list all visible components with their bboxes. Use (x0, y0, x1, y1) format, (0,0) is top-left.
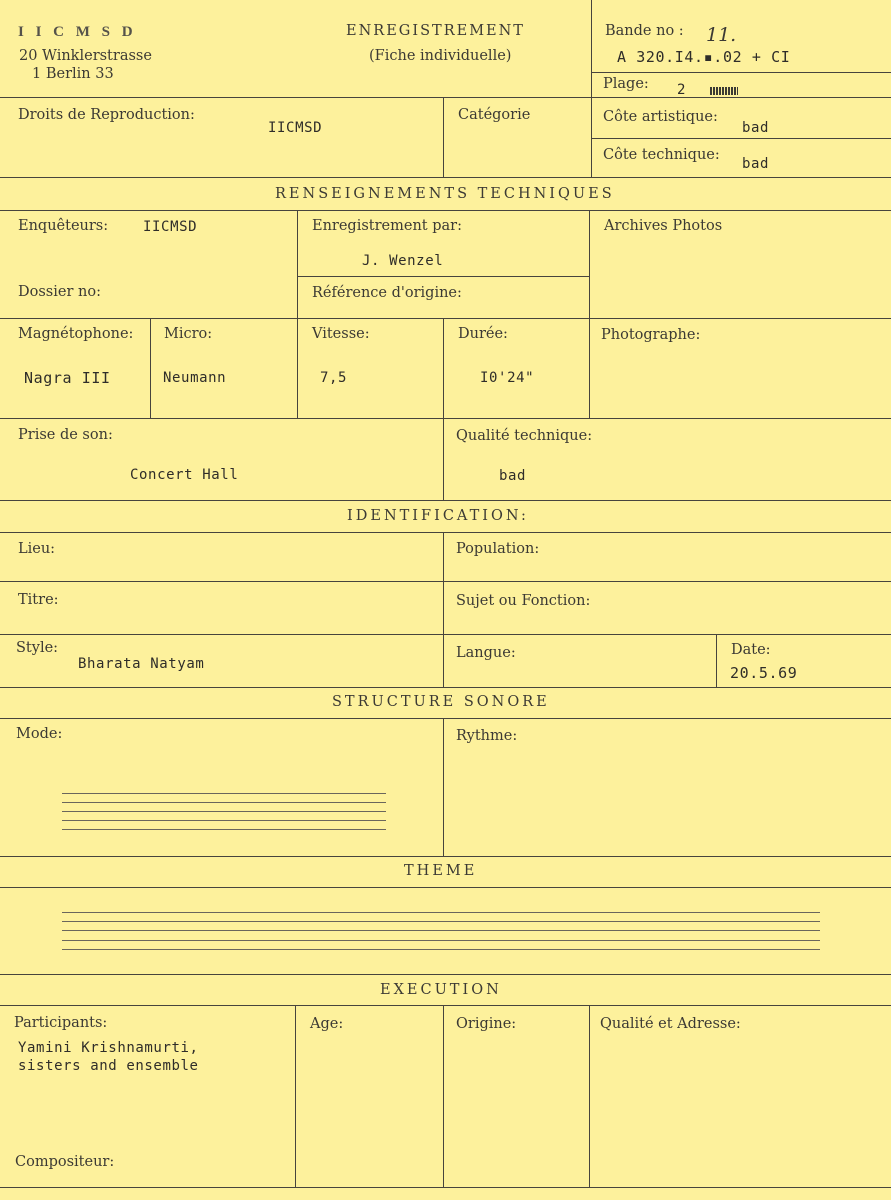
rule-bande-plage (591, 72, 891, 73)
rule-ident-heading-top (0, 500, 891, 501)
header-divider (591, 0, 592, 97)
rule-exec-heading-bottom (0, 1005, 891, 1006)
qualite-technique-label: Qualité technique: (456, 428, 593, 444)
exec-divider-2 (443, 1005, 444, 1187)
form-subtitle: (Fiche individuelle) (369, 48, 512, 64)
rythme-label: Rythme: (456, 728, 518, 744)
rule-ident-heading-bottom (0, 532, 891, 533)
cote-technique-value: bad (742, 156, 770, 172)
magnetophone-label: Magnétophone: (18, 326, 134, 342)
date-label: Date: (731, 642, 771, 658)
address-line-2: 1 Berlin 33 (32, 66, 114, 82)
cote-technique-label: Côte technique: (603, 147, 720, 163)
mode-staff-line (62, 802, 386, 803)
population-label: Population: (456, 541, 540, 557)
rule-theme-heading-bottom (0, 887, 891, 888)
crossed-out-text (710, 87, 738, 95)
style-label: Style: (16, 640, 59, 656)
theme-staff-line (62, 912, 820, 913)
origine-label: Origine: (456, 1016, 517, 1032)
equip-divider-2 (297, 318, 298, 418)
rule-tech-heading (0, 210, 891, 211)
structure-section-title: STRUCTURE SONORE (332, 694, 550, 710)
rights-divider-1 (443, 97, 444, 177)
prise-de-son-label: Prise de son: (18, 427, 113, 443)
rule-rights-bottom (0, 177, 891, 178)
dossier-label: Dossier no: (18, 284, 101, 300)
theme-section-title: THEME (404, 863, 478, 879)
mode-staff-line (62, 793, 386, 794)
bande-handwritten-mark: 11. (706, 24, 737, 46)
prise-divider (443, 418, 444, 500)
rule-structure-heading-bottom (0, 718, 891, 719)
rule-header-bottom (0, 97, 891, 98)
identification-section-title: IDENTIFICATION: (347, 508, 529, 524)
archives-photos-label: Archives Photos (604, 218, 723, 234)
equip-divider-3 (443, 318, 444, 418)
rule-titre (0, 581, 891, 582)
enqueteurs-value: IICMSD (143, 219, 198, 235)
mode-staff-line (62, 829, 386, 830)
structure-divider (443, 718, 444, 856)
titre-label: Titre: (18, 592, 59, 608)
style-value: Bharata Natyam (78, 656, 205, 672)
cote-artistique-value: bad (742, 120, 770, 136)
execution-section-title: EXECUTION (380, 982, 502, 998)
participants-line-2: sisters and ensemble (18, 1058, 199, 1074)
exec-divider-1 (295, 1005, 296, 1187)
rule-style (0, 634, 891, 635)
rule-cote (591, 138, 891, 139)
rule-theme-heading-top (0, 856, 891, 857)
address-line-1: 20 Winklerstrasse (19, 48, 152, 64)
participants-label: Participants: (14, 1015, 108, 1031)
date-divider (716, 634, 717, 687)
vitesse-value: 7,5 (320, 370, 348, 386)
duree-value: I0'24" (480, 370, 535, 386)
rights-divider-2 (591, 97, 592, 177)
participants-line-1: Yamini Krishnamurti, (18, 1040, 199, 1056)
droits-value: IICMSD (268, 120, 323, 136)
rule-bottom (0, 1187, 891, 1188)
tech-divider-1 (297, 210, 298, 318)
magnetophone-value: Nagra III (24, 369, 111, 387)
theme-staff-line (62, 921, 820, 922)
mode-label: Mode: (16, 726, 63, 742)
theme-staff-line (62, 949, 820, 950)
age-label: Age: (310, 1016, 344, 1032)
theme-staff-line (62, 940, 820, 941)
micro-value: Neumann (163, 370, 227, 386)
photographe-label: Photographe: (601, 327, 701, 343)
rule-exec-heading-top (0, 974, 891, 975)
compositeur-label: Compositeur: (15, 1154, 115, 1170)
rule-equipment (0, 318, 891, 319)
enregistrement-par-value: J. Wenzel (362, 253, 444, 269)
institution-logo: I I C M S D (18, 24, 137, 40)
enregistrement-par-label: Enregistrement par: (312, 218, 462, 234)
reference-label: Référence d'origine: (312, 285, 462, 301)
bande-label: Bande no : (605, 23, 684, 39)
droits-label: Droits de Reproduction: (18, 107, 195, 123)
ident-divider (443, 532, 444, 687)
rule-structure-heading-top (0, 687, 891, 688)
cote-artistique-label: Côte artistique: (603, 109, 718, 125)
date-value: 20.5.69 (730, 664, 798, 682)
equip-divider-1 (150, 318, 151, 418)
duree-label: Durée: (458, 326, 508, 342)
langue-label: Langue: (456, 645, 516, 661)
form-title: ENREGISTREMENT (346, 23, 525, 39)
lieu-label: Lieu: (18, 541, 56, 557)
vitesse-label: Vitesse: (312, 326, 370, 342)
bande-value: A 320.I4.▪.02 + CI (617, 48, 791, 66)
categorie-label: Catégorie (458, 107, 531, 123)
prise-de-son-value: Concert Hall (130, 467, 239, 483)
plage-label: Plage: (603, 76, 649, 92)
theme-staff-line (62, 930, 820, 931)
mode-staff-line (62, 820, 386, 821)
tech-divider-2 (589, 210, 590, 418)
rule-prise (0, 418, 891, 419)
plage-value: 2 (677, 82, 687, 98)
qualite-adresse-label: Qualité et Adresse: (600, 1016, 741, 1032)
rule-reference (297, 276, 589, 277)
sujet-label: Sujet ou Fonction: (456, 593, 591, 609)
mode-staff-line (62, 811, 386, 812)
exec-divider-3 (589, 1005, 590, 1187)
micro-label: Micro: (164, 326, 213, 342)
qualite-technique-value: bad (499, 468, 527, 484)
technical-section-title: RENSEIGNEMENTS TECHNIQUES (275, 186, 615, 202)
enqueteurs-label: Enquêteurs: (18, 218, 109, 234)
